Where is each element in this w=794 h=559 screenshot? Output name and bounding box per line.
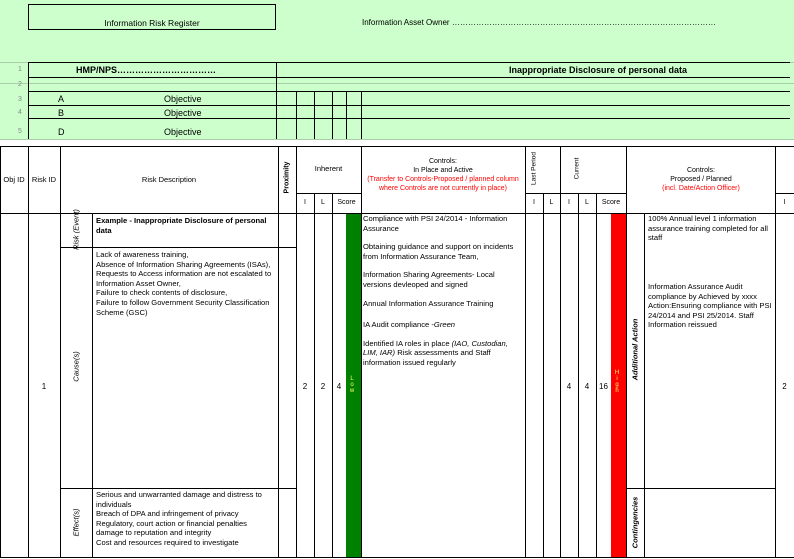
- sub-i: I: [568, 199, 570, 206]
- inherent-rating: Low: [349, 376, 355, 394]
- controls-note: (Transfer to Controls-Proposed / planned column where Controls are not currently in place): [367, 176, 519, 192]
- proposed-title: Controls:: [686, 167, 715, 174]
- effects-label: Effect(s): [71, 508, 81, 537]
- risk-title: Inappropriate Disclosure of personal data: [509, 65, 688, 75]
- objective-label: Objective: [164, 127, 202, 137]
- proposed-control-2: Information Assurance Audit compliance by Achieved by xxxx Action:Ensuring compliance with PSI 24/2014 and PSI 25/2014. Staff Information reissued: [648, 282, 772, 330]
- objective-label: Objective: [164, 108, 202, 118]
- additional-action-label: Additional Action: [630, 318, 640, 381]
- sub-i: I: [783, 199, 786, 206]
- cause-item: Failure to check contents of disclosure,: [96, 288, 228, 298]
- ia-roles-suffix: Risk assessments and Staff information issued regularly: [363, 348, 491, 367]
- col-last-period: Last Period: [530, 152, 538, 185]
- ia-roles-italic: (IAO, Custodian, LIM, IAR): [363, 338, 508, 358]
- cause-item: Lack of awareness training,: [96, 250, 189, 259]
- col-proximity: Proximity: [283, 161, 291, 194]
- objective-letter: D: [58, 127, 65, 137]
- objective-label: Objective: [164, 94, 202, 104]
- sub-i: I: [304, 199, 306, 206]
- control-item: Annual Information Assurance Training: [363, 298, 494, 308]
- col-risk-id: Risk ID: [31, 175, 57, 184]
- cause-item: Failure to follow Government Security Classification Scheme (GSC): [96, 297, 270, 317]
- col-controls-in-place: [364, 157, 522, 193]
- controls-in-place-list: [363, 214, 523, 368]
- control-item: Information Sharing Agreements- Local versions devleoped and signed: [363, 270, 495, 289]
- sub-score: Score: [601, 199, 621, 206]
- proposed-control-1: 100% Annual level 1 information assurance training completed for all staff: [648, 214, 768, 243]
- inherent-score-value: 4: [336, 382, 342, 391]
- effect-item: Breach of DPA and infringement of privacy: [96, 509, 239, 519]
- control-item-ia-roles: [363, 339, 523, 368]
- control-item: Obtaining guidance and support on incidents from Information Assurance Team,: [363, 242, 514, 261]
- hmp-nps-label: HMP/NPS……………………………: [76, 65, 217, 75]
- current-i-value: 4: [566, 382, 572, 391]
- risk-event-text: Example - Inappropriate Disclosure of personal data: [96, 216, 267, 235]
- control-item: Compliance with PSI 24/2014 - Information Assurance: [363, 214, 508, 233]
- proposed-note: (incl. Date/Action Officer): [662, 185, 740, 192]
- sub-i: I: [533, 199, 535, 206]
- ia-audit-prefix: IA Audit compliance -: [363, 320, 434, 330]
- proposed-subtitle: Proposed / Planned: [670, 176, 732, 183]
- row-number: 1: [18, 66, 22, 73]
- asset-owner-label: Information Asset Owner ………………………………………………………………………………………: [362, 18, 716, 27]
- ia-roles-prefix: Identified IA roles in place: [363, 338, 452, 348]
- row-number: 4: [18, 109, 22, 116]
- current-score-value: 16: [599, 382, 608, 391]
- current-l-value: 4: [584, 382, 590, 391]
- row-number: 5: [18, 128, 22, 135]
- inherent-l-value: 2: [320, 382, 326, 391]
- inherent-i-value: 2: [302, 382, 308, 391]
- col-risk-description: Risk Description: [141, 175, 197, 184]
- effects-list: [96, 490, 276, 548]
- current-rating: High: [614, 370, 620, 394]
- obj-id-value: 1: [41, 382, 47, 391]
- causes-list: [96, 250, 276, 317]
- col-inherent: Inherent: [314, 164, 343, 173]
- col-controls-proposed: [628, 166, 774, 193]
- controls-subtitle: In Place and Active: [413, 167, 473, 174]
- effect-item: Regulatory, court action or financial penalties: [96, 518, 247, 528]
- ia-audit-status: Green: [433, 320, 456, 330]
- cause-item: Requests to Access information are not escalated to Information Asset Owner,: [96, 269, 272, 288]
- sub-l: L: [549, 199, 554, 206]
- risk-event-label: Risk (Event): [71, 209, 81, 250]
- row-number: 3: [18, 96, 22, 103]
- col-current: Current: [573, 157, 581, 180]
- effect-item: Cost and resources required to investigate: [96, 537, 239, 547]
- effect-item: damage to reputation and integrity: [96, 528, 212, 538]
- row-number: 2: [18, 81, 22, 88]
- controls-title: Controls:: [428, 158, 457, 165]
- contingencies-label: Contingencies: [630, 496, 640, 549]
- cause-item: Absence of Information Sharing Agreements (ISAs),: [96, 259, 271, 269]
- objective-letter: B: [58, 108, 65, 118]
- control-item-ia-audit: [363, 320, 523, 330]
- sub-l: L: [321, 199, 325, 206]
- causes-label: Cause(s): [71, 351, 81, 382]
- objective-letter: A: [58, 94, 65, 104]
- edge-value: 2: [782, 382, 787, 391]
- col-obj-id: Obj ID: [3, 175, 25, 184]
- sub-score: Score: [337, 199, 356, 206]
- sub-l: L: [585, 199, 589, 206]
- effect-item: Serious and unwarranted damage and distress to individuals: [96, 490, 262, 509]
- register-title: Information Risk Register: [104, 18, 200, 28]
